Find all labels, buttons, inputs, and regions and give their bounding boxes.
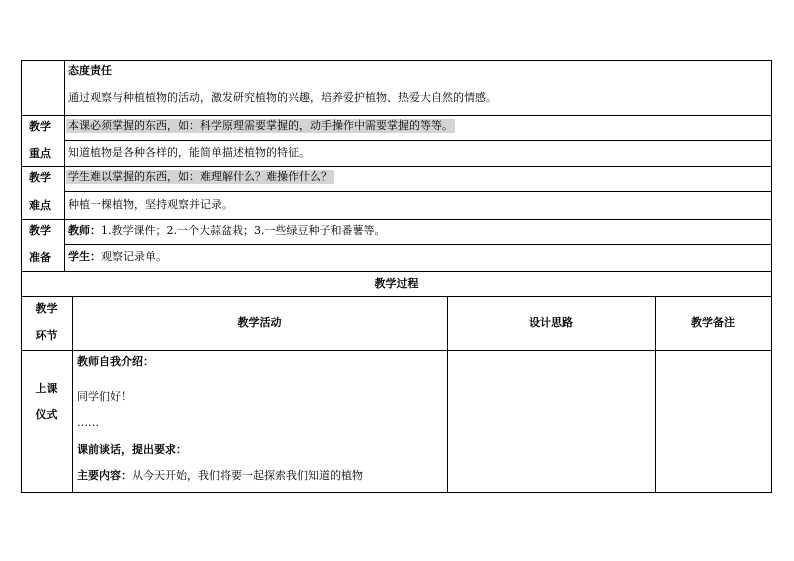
- difficulties-label-line1: 教学: [29, 171, 51, 184]
- difficulties-note: 学生难以掌握的东西，如：难理解什么？难操作什么？: [68, 170, 332, 183]
- difficulties-label-line2: 难点: [29, 199, 51, 212]
- key-points-label-line2: 重点: [29, 147, 51, 160]
- preparation-teacher-text: 1.教学课件；2.一个大蒜盆栽；3.一些绿豆种子和番薯等。: [101, 224, 386, 237]
- header-activity: 教学活动: [237, 316, 282, 329]
- preparation-student-text: 观察记录单。: [101, 250, 167, 263]
- row-divider-preparation: [21, 219, 772, 220]
- header-stage-line1: 教学: [35, 302, 58, 315]
- table-border-bottom: [21, 492, 772, 493]
- process-title: 教学过程: [374, 277, 419, 290]
- row1-intro-heading: 教师自我介绍：: [77, 355, 154, 368]
- difficulties-text: 种植一棵植物，坚持观察并记录。: [68, 198, 233, 211]
- preparation-teacher: [68, 224, 385, 238]
- row1-stage-line1: 上课: [35, 382, 58, 395]
- header-design: 设计思路: [529, 316, 573, 329]
- key-points-note: 本课必须掌握的东西，如：科学原理需要掌握的，动手操作中需要掌握的等等。: [68, 119, 453, 132]
- row1-greeting: 同学们好！: [77, 390, 132, 403]
- row1-stage-line2: 仪式: [35, 408, 58, 421]
- row-divider-process-row1: [21, 350, 772, 351]
- label-column-divider: [64, 60, 65, 272]
- row1-talk-heading: 课前谈话，提出要求：: [77, 443, 187, 456]
- key-points-label-line1: 教学: [29, 120, 51, 133]
- row-divider-key-points-inner: [64, 140, 772, 141]
- row-divider-key-points: [21, 115, 772, 116]
- preparation-student: [68, 250, 167, 264]
- header-remarks: 教学备注: [691, 316, 735, 329]
- row1-content-text: 从今天开始，我们将要一起探索我们知道的植物: [132, 469, 363, 482]
- row-divider-process-header: [21, 296, 772, 297]
- preparation-teacher-label: 教师：: [68, 224, 101, 237]
- table-border-top: [21, 60, 772, 61]
- key-points-text: 知道植物是各种各样的，能简单描述植物的特征。: [68, 146, 310, 159]
- row1-content: [77, 469, 363, 483]
- row-divider-process-title: [21, 271, 772, 272]
- row1-content-label: 主要内容：: [77, 469, 132, 482]
- attitude-text: 通过观察与种植植物的活动，激发研究植物的兴趣，培养爱护植物、热爱大自然的情感。: [68, 91, 497, 104]
- row-divider-difficulties: [21, 166, 772, 167]
- attitude-heading: 态度责任: [68, 64, 112, 77]
- row1-ellipsis: ……: [77, 416, 99, 429]
- preparation-student-label: 学生：: [68, 250, 101, 263]
- header-stage-line2: 环节: [35, 329, 58, 342]
- row-divider-preparation-inner: [64, 244, 772, 245]
- preparation-label-line1: 教学: [29, 224, 51, 237]
- preparation-label-line2: 准备: [29, 251, 51, 264]
- row-divider-difficulties-inner: [64, 191, 772, 192]
